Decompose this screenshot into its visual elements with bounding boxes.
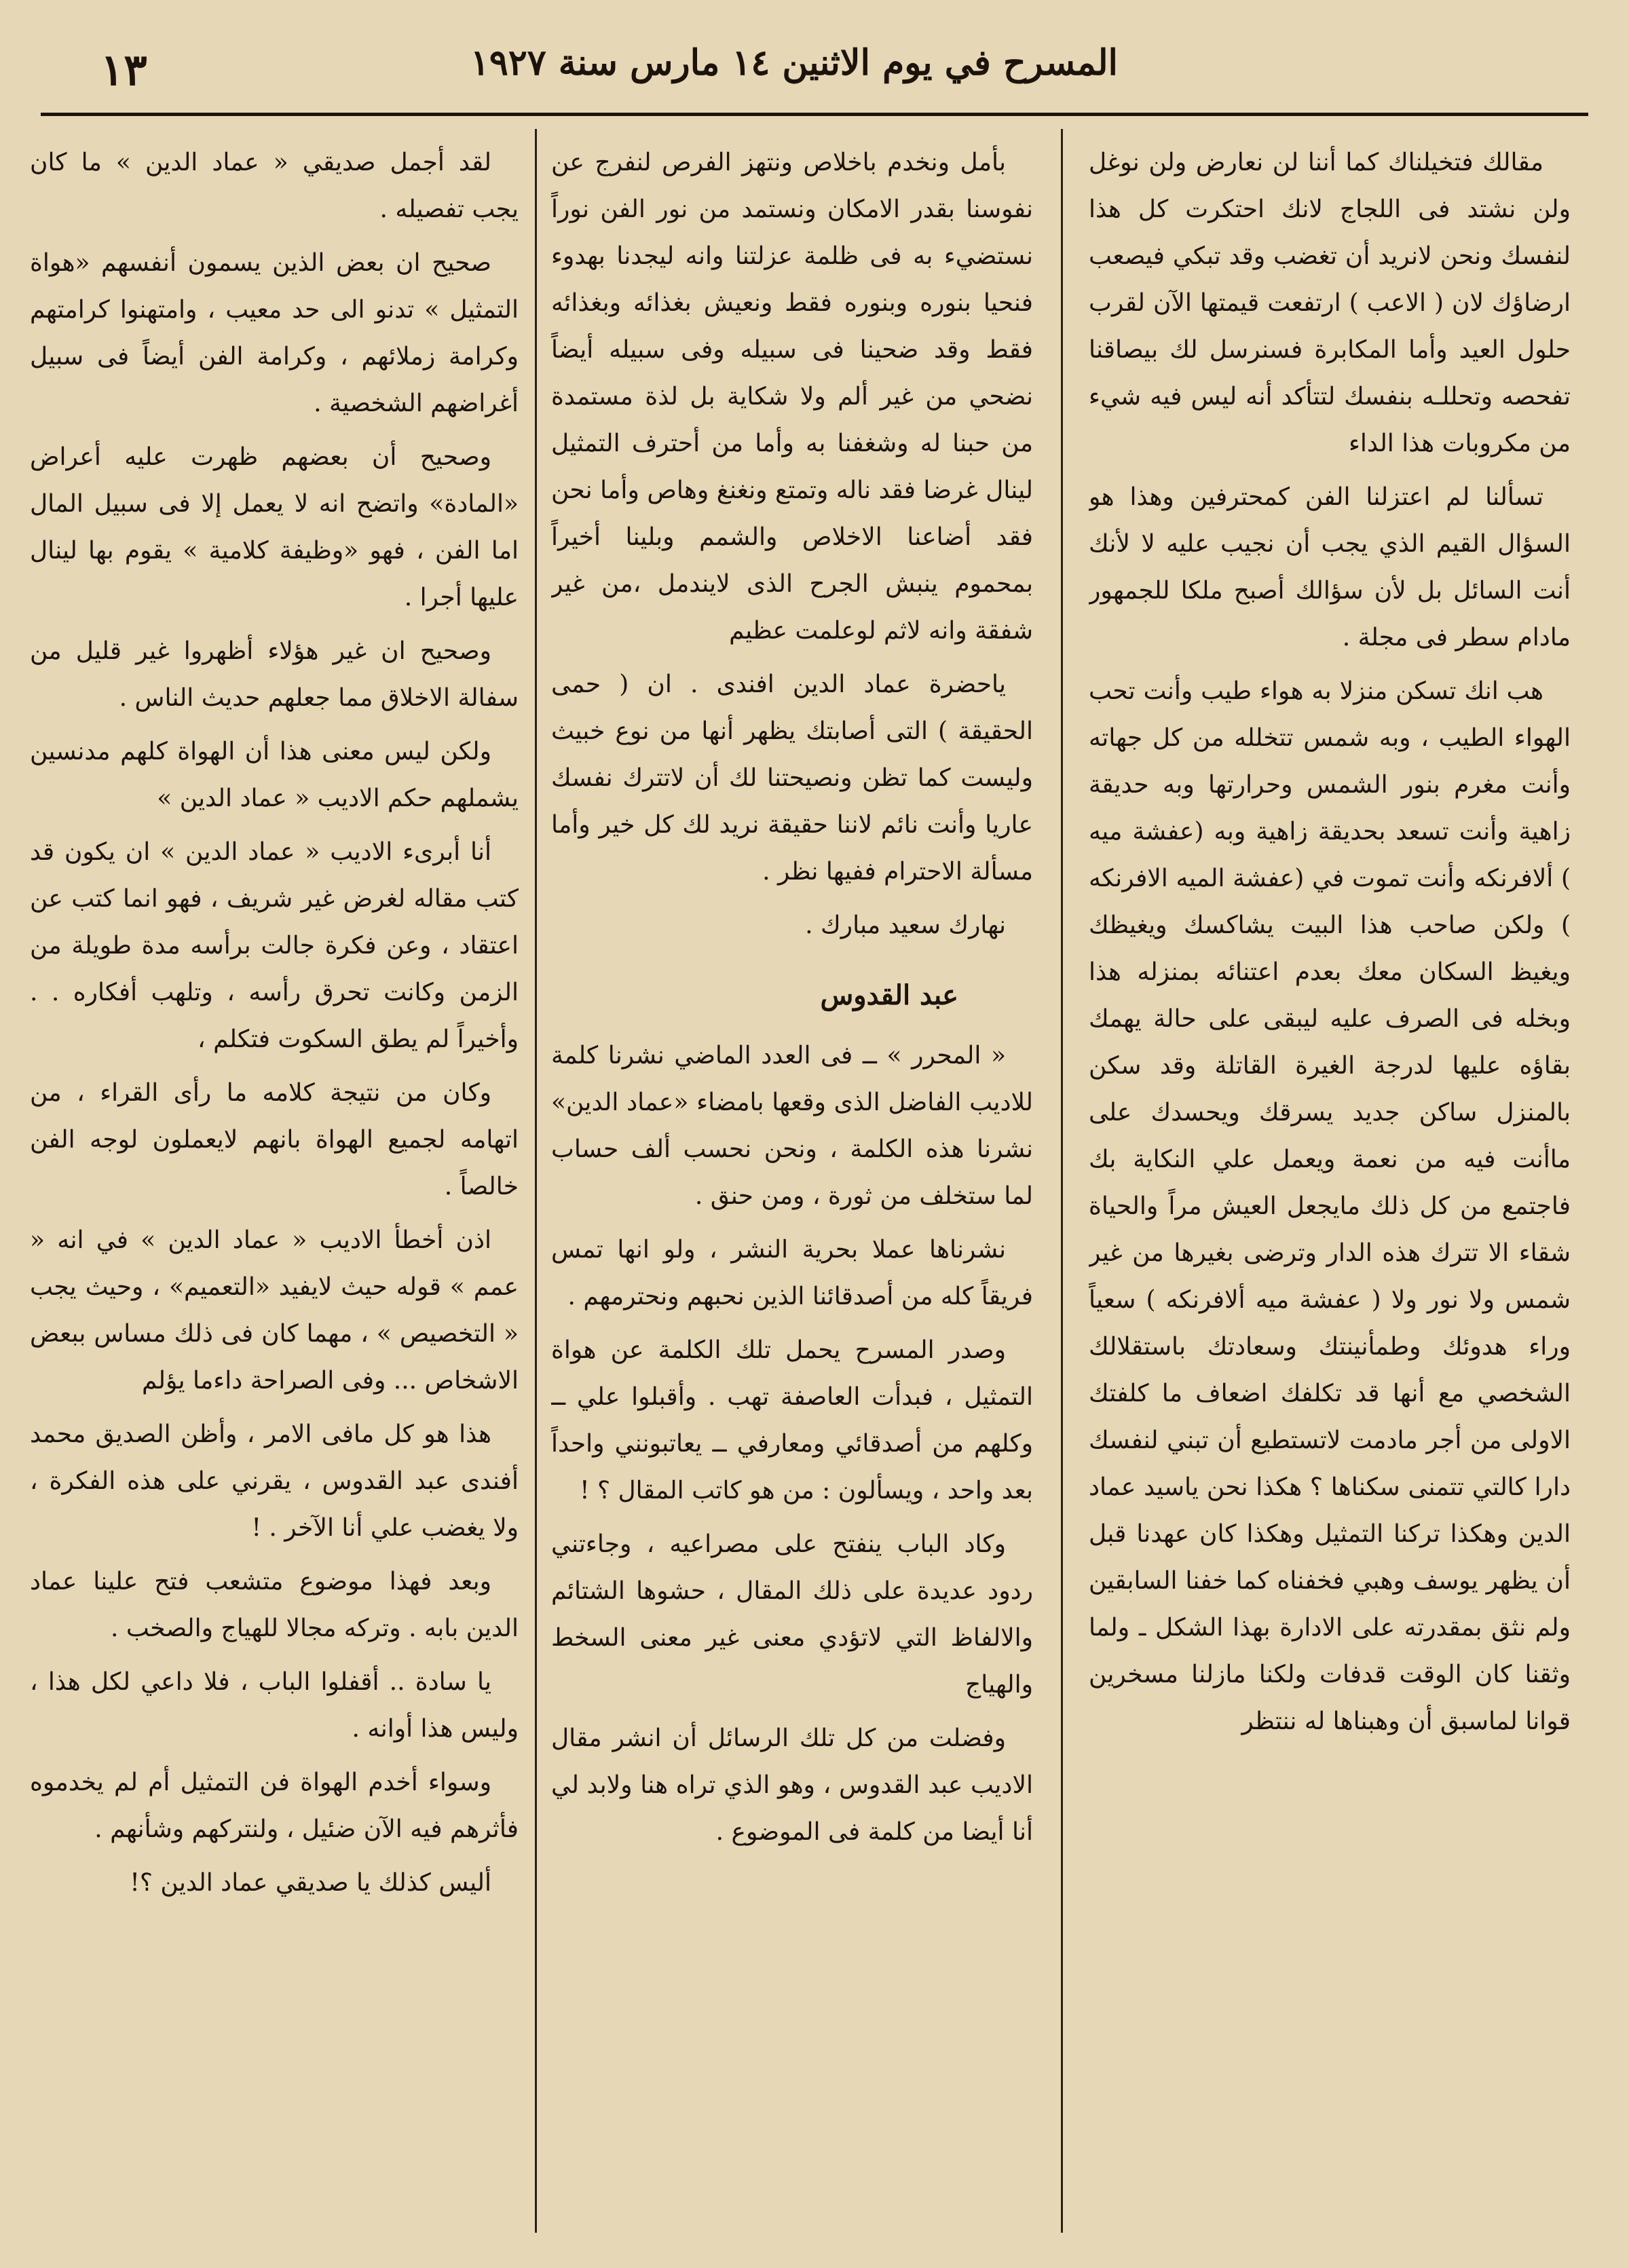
paragraph: وبعد فهذا موضوع متشعب فتح علينا عماد الدين بابه . وتركه مجالا للهياج والصخب . (30, 1568, 519, 1642)
article-column-right (1089, 139, 1571, 2202)
closing-line: أليس كذلك يا صديقي عماد الدين ؟! (130, 1869, 491, 1897)
paragraph: وصحيح أن بعضهم ظهرت عليه أعراض «المادة» واتضح انه لا يعمل إلا فى سبيل المال اما الفن ، فهو «وظيفة كلامية » يقوم بها لينال عليها أجرا . (30, 443, 519, 611)
paragraph: يا سادة .. أقفلوا الباب ، فلا داعي لكل هذا ، وليس هذا أوانه . (30, 1668, 519, 1743)
paragraph: نهارك سعيد مبارك . (805, 911, 1006, 939)
masthead (0, 0, 1629, 129)
paragraph: ولكن ليس معنى هذا أن الهواة كلهم مدنسين يشملهم حكم الاديب « عماد الدين » (30, 738, 519, 812)
paragraph: اذن أخطأ الاديب « عماد الدين » في انه « عمم » قوله حيث لايفيد «التعميم» ، وحيث يجب « التخصيص » ، مهما كان فى ذلك مساس ببعض الاشخاص ... وفى الصراحة داءما يؤلم (30, 1226, 519, 1395)
paragraph: أنا أبرىء الاديب « عماد الدين » ان يكون قد كتب مقاله لغرض غير شريف ، فهو انما كتب عن اعتقاد ، وعن فكرة جالت برأسه مدة طويلة من الزمن وكانت تحرق رأسه ، وتلهب أفكاره . . وأخيراً لم يطق السكوت فتكلم ، (30, 838, 519, 1053)
column-divider-right (1061, 129, 1063, 2233)
article-column-left (30, 139, 519, 2202)
column-divider-left (535, 129, 537, 2233)
paragraph: وسواء أخدم الهواة فن التمثيل أم لم يخدموه فأثرهم فيه الآن ضئيل ، ولنتركهم وشأنهم . (30, 1769, 519, 1843)
editor-note-paragraph: وكاد الباب ينفتح على مصراعيه ، وجاءتني ردود عديدة على ذلك المقال ، حشوها الشتائم والالفاظ التي لاتؤدي معنى غير معنى السخط والهياج (551, 1530, 1033, 1699)
paragraph: وكان من نتيجة كلامه ما رأى القراء ، من اتهامه لجميع الهواة بانهم لايعملون لوجه الفن خالصاً . (30, 1079, 519, 1201)
editor-note-paragraph: نشرناها عملا بحرية النشر ، ولو انها تمس فريقاً كله من أصدقائنا الذين نحبهم ونحترمهم . (551, 1236, 1033, 1310)
paragraph: هذا هو كل مافى الامر ، وأظن الصديق محمد أفندى عبد القدوس ، يقرني على هذه الفكرة ، ولا يغضب علي أنا الآخر . ! (30, 1420, 519, 1542)
paragraph: بأمل ونخدم باخلاص ونتهز الفرص لنفرج عن نفوسنا بقدر الامكان ونستمد من نور الفن نوراً نستضيء به فى ظلمة عزلتنا وانه ليجدنا بهدوء فنحيا بنوره وبنوره فقط ونعيش بغذائه وبغذائه فقط وقد ضحينا فى سبيله وفى سبيله أيضاً نضحي من غير ألم ولا شكاية بل لذة مستمدة من حبنا له وشغفنا به وأما من أحترف التمثيل لينال غرضا فقد ناله وتمتع ونغنغ وهاص وأما نحن فقد أضاعنا الاخلاص والشمم وبلينا أخيراً بمحموم ينبش الجرح الذى لايندمل ،من غير شفقة وانه لاثم لوعلمت عظيم (551, 149, 1033, 645)
paragraph: ياحضرة عماد الدين افندى . ان ( حمى الحقيقة ) التى أصابتك يظهر أنها من نوع خبيث وليست كما تظن ونصيحتنا لك أن لاتترك نفسك عاريا وأنت نائم لاننا حقيقة نريد لك كل خير وأما مسألة الاحترام ففيها نظر . (551, 670, 1033, 886)
paragraph: مقالك فتخيلناك كما أننا لن نعارض ولن نوغل ولن نشتد فى اللجاج لانك احتكرت كل هذا لنفسك ونحن لانريد أن تغضب وقد تبكي فيصعب ارضاؤك لان ( الاعب ) ارتفعت قيمتها الآن لقرب حلول العيد وأما المكابرة فسنرسل لك بيصاقنا تفحصه وتحللـه بنفسك لتتأكد أنه ليس فيه شيء من مكروبات هذا الداء (1089, 149, 1571, 457)
paragraph: تسألنا لم اعتزلنا الفن كمحترفين وهذا هو السؤال القيم الذي يجب أن نجيب عليه لا لأنك أنت السائل بل لأن سؤالك أصبح ملكا للجمهور مادام سطر فى مجلة . (1089, 483, 1571, 651)
editor-note-paragraph: « المحرر » ــ فى العدد الماضي نشرنا كلمة للاديب الفاضل الذى وقعها بامضاء «عماد الدين» نشرنا هذه الكلمة ، ونحن نحسب ألف حساب لما ستخلف من ثورة ، ومن حنق . (551, 1042, 1033, 1210)
page-header-title: المسرح في يوم الاثنين ١٤ مارس سنة ١٩٢٧ (470, 42, 1118, 83)
author-signature: عبد القدوس (820, 979, 958, 1011)
paragraph: وصحيح ان غير هؤلاء أظهروا غير قليل من سفالة الاخلاق مما جعلهم حديث الناس . (30, 637, 519, 712)
article-column-middle (551, 139, 1033, 2202)
editor-note-paragraph: وفضلت من كل تلك الرسائل أن انشر مقال الاديب عبد القدوس ، وهو الذي تراه هنا ولابد لي أنا أيضا من كلمة فى الموضوع . (551, 1724, 1033, 1846)
header-rule (41, 113, 1588, 116)
paragraph: صحيح ان بعض الذين يسمون أنفسهم «هواة التمثيل » تدنو الى حد معيب ، وامتهنوا كرامتهم وكرامة زملائهم ، وكرامة الفن أيضاً فى سبيل أغراضهم الشخصية . (30, 249, 519, 417)
editor-note-paragraph: وصدر المسرح يحمل تلك الكلمة عن هواة التمثيل ، فبدأت العاصفة تهب . وأقبلوا علي ــ وكلهم من أصدقائي ومعارفي ــ يعاتبونني واحداً بعد واحد ، ويسألون : من هو كاتب المقال ؟ ! (551, 1336, 1033, 1505)
page-number: ١٣ (100, 45, 147, 96)
paragraph: هب انك تسكن منزلا به هواء طيب وأنت تحب الهواء الطيب ، وبه شمس تتخلله من كل جهاته وأنت مغرم بنور الشمس وحرارتها وبه حديقة زاهية وأنت تسعد بحديقة زاهية وبه (عفشة ميه ) ألافرنكه وأنت تموت في (عفشة الميه الافرنكه ) ولكن صاحب هذا البيت يشاكسك ويغيظك ويغيظ السكان معك بعدم اعتنائه بمنزله هذا وبخله فى الصرف عليه ليبقى على حالة يهمك بقاؤه عليها لدرجة الغيرة القاتلة وقد سكن بالمنزل ساكن جديد يسرقك ويحسدك على ماأنت فيه من نعمة ويعمل علي النكاية بك فاجتمع من كل ذلك مايجعل العيش مراً والحياة شقاء الا تترك هذه الدار وترضى بغيرها من غير شمس ولا نور ولا ( عفشة ميه ألافرنكه ) سعياً وراء هدوئك وطمأنينتك وسعادتك باستقلالك الشخصي مع أنها قد تكلفك اضعاف ما كلفتك الاولى من أجر مادمت لاتستطيع أن تبني لنفسك دارا كالتي تتمنى سكناها ؟ هكذا نحن ياسيد عماد الدين وهكذا تركنا التمثيل وهكذا كان عهدنا قبل أن يظهر يوسف وهبي فخفناه كما خفنا السابقين ولم نثق بمقدرته على الادارة بهذا الشكل ـ ولما وثقنا كان الوقت قدفات ولكنا مازلنا مسخرين قوانا لماسبق أن وهبناها له ننتظر (1089, 677, 1571, 1735)
paragraph: لقد أجمل صديقي « عماد الدين » ما كان يجب تفصيله . (30, 149, 519, 223)
